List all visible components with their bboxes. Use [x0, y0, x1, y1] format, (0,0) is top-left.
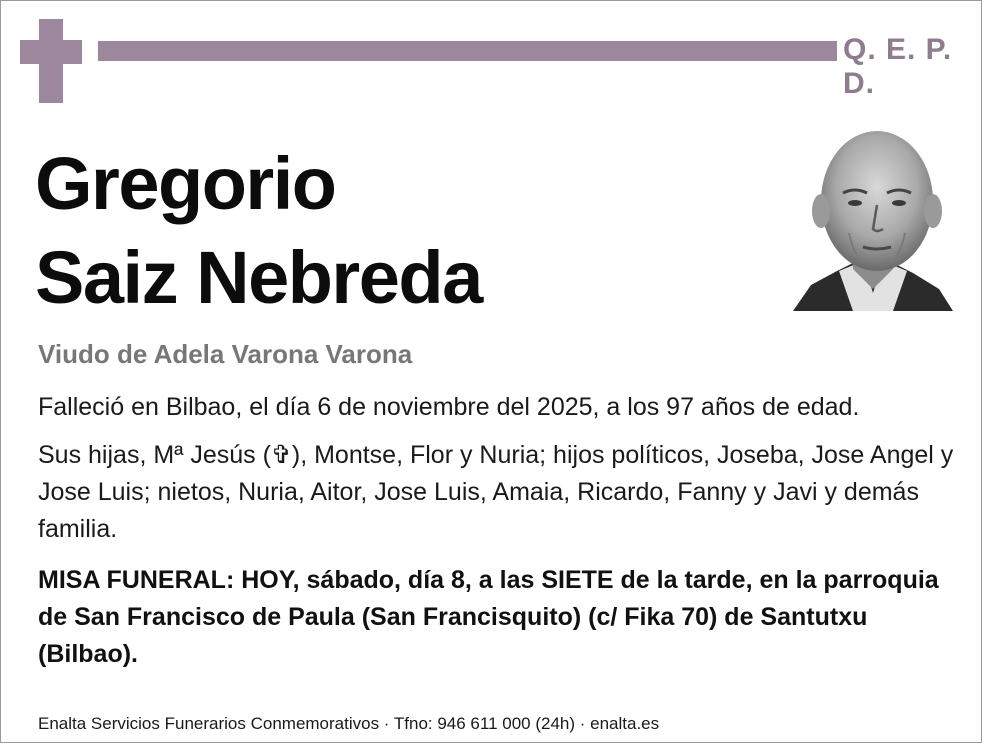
first-name: Gregorio — [35, 142, 336, 225]
portrait-photo — [793, 113, 953, 311]
header-rule — [98, 41, 837, 61]
family-list: Sus hijas, Mª Jesús (✞), Montse, Flor y Nuria; hijos políticos, Joseba, Jose Angel y Jose Luis; nietos, Nuria, Aitor, Jose Luis, Amaia, Ricardo, Fanny y Javi y demás familia. — [38, 441, 954, 543]
funeral-info: MISA FUNERAL: HOY, sábado, día 8, a las SIETE de la tarde, en la parroquia de San Francisco de Paula (San Francisquito) (c/ Fika 70) de Santutxu (Bilbao). — [38, 566, 939, 668]
widow-line: Viudo de Adela Varona Varona — [38, 339, 413, 369]
deceased-name — [35, 137, 482, 325]
last-name: Saiz Nebreda — [35, 236, 482, 319]
footer-credit: Enalta Servicios Funerarios Conmemorativos · Tfno: 946 611 000 (24h) · enalta.es — [38, 714, 660, 733]
cross-icon-bar — [20, 40, 82, 64]
death-notice: Falleció en Bilbao, el día 6 de noviembre del 2025, a los 97 años de edad. — [38, 393, 860, 421]
qepd-label: Q. E. P. D. — [843, 33, 953, 100]
